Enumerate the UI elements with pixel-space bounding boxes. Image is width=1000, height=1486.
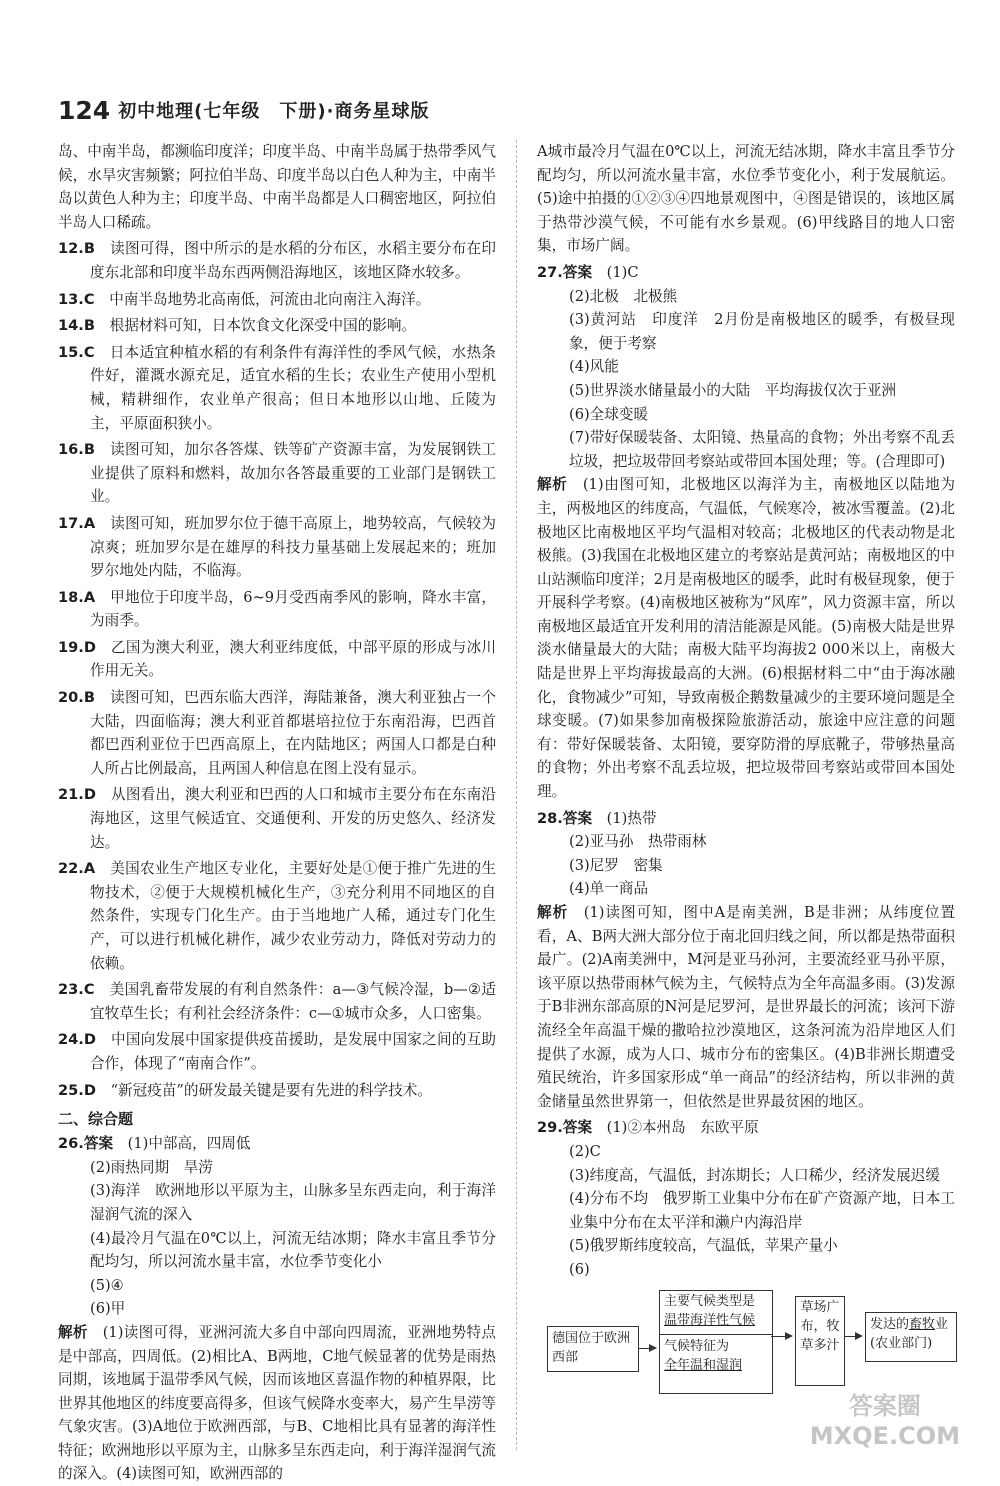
q29-answer-line [537, 1116, 955, 1140]
answer-text: 读图可得，图中所示的是水稻的分布区，水稻主要分布在印度东北部和印度半岛东西两侧沿海地区，该地区降水较多。 [90, 240, 496, 281]
answer-text: “新冠疫苗”的研发最关键是要有先进的科学技术。 [110, 1081, 432, 1099]
answer-item [58, 1079, 496, 1103]
answer-number: 19.D [58, 638, 96, 656]
answer-text: 乙国为澳大利亚，澳大利亚纬度低，中部平原的形成与冰川作用无关。 [90, 638, 496, 680]
analysis-label: 解析 [537, 904, 569, 921]
column-divider [516, 140, 517, 1450]
answer-number: 12.B [58, 240, 95, 258]
q29-a5: (5)俄罗斯纬度较高，气温低，苹果产量小 [569, 1237, 838, 1255]
industry-note: (农业部门) [870, 1335, 933, 1351]
answer-text: 中南半岛地势北高南低，河流由北向南注入海洋。 [109, 290, 431, 308]
climate-type-answer: 温带海洋性气候 [664, 1312, 756, 1328]
section-title: 二、综合题 [58, 1110, 134, 1129]
analysis-label: 解析 [537, 476, 568, 494]
book-title: 初中地理(七年级 下册)·商务星球版 [118, 101, 430, 122]
q26-a1: (1)中部高，四周低 [127, 1135, 251, 1153]
right-column [537, 140, 955, 1401]
page-header [58, 92, 429, 128]
answer-text: 读图可知，巴西东临大西洋，海陆兼备，澳大利亚独占一个大陆，四面临海；澳大利亚首都堪培拉位于东南沿海，巴西首都巴西利亚位于巴西高原上，在内陆地区；两国人口都是白种人所占比例最高，且两国人种信息在图上没有显示。 [90, 689, 496, 777]
watermark-logo [810, 1391, 960, 1451]
answer-text: 日本适宜种植水稻的有利条件有海洋性的季风气候，水热条件好，灌溉水源充足，适宜水稻的生长；农业生产使用小型机械，精耕细作，农业单产很高；但日本地形以山地、丘陵为主，平原面积狭小。 [90, 343, 496, 432]
climate-type-line [664, 1292, 768, 1330]
q29-a1: (1)②本州岛 东欧平原 [606, 1119, 759, 1137]
answer-text: 中国向发展中国家提供疫苗援助，是发展中国家之间的互助合作，体现了“南南合作”。 [90, 1031, 496, 1072]
q26-a2: (2)雨热同期 旱涝 [90, 1158, 213, 1176]
q27-a3: (3)黄河站 印度洋 2月份是南极地区的暖季，有极昼现象，便于考察 [569, 311, 955, 352]
climate-type-label: 主要气候类型是 [664, 1293, 756, 1309]
answer-text: 读图可知，加尔各答煤、铁等矿产资源丰富，为发展钢铁工业提供了原料和燃料，故加尔各答最重要的工业部门是钢铁工业。 [90, 441, 496, 506]
answer-item [58, 438, 496, 509]
industry-suffix: 业 [935, 1316, 949, 1332]
answer-number: 17.A [58, 514, 96, 532]
answer-item [58, 1028, 496, 1075]
answer-item [58, 288, 496, 312]
q27-answer-line [537, 261, 955, 285]
answer-text: 根据材料可知，日本饮食文化深受中国的影响。 [109, 317, 417, 335]
answer-text: 美国乳畜带发展的有利自然条件：a—③气候冷湿，b—②适宜牧草生长；有利社会经济条件：c—①城市众多，人口密集。 [90, 981, 496, 1022]
box-divider [660, 1334, 772, 1335]
q27-a5: (5)世界淡水储量最小的大陆 平均海拔仅次于亚洲 [569, 381, 897, 399]
continued-text: 岛、中南半岛，都濒临印度洋；印度半岛、中南半岛属于热带季风气候，水旱灾害频繁；阿拉伯半岛、印度半岛以白色人种为主，中南半岛以黄色人种为主；印度半岛、中南半岛都是人口稠密地区，阿拉伯半岛人口稀疏。 [58, 143, 496, 231]
page-number: 124 [58, 95, 111, 125]
q26-analysis [58, 1321, 496, 1486]
q29-label: 29.答案 [537, 1119, 593, 1137]
q29-a6: (6) [569, 1260, 590, 1278]
answer-number: 14.B [58, 317, 95, 335]
answer-item [58, 586, 496, 633]
q27-label: 27.答案 [537, 263, 593, 281]
q28-a2: (2)亚马孙 热带雨林 [569, 833, 707, 851]
q26-label: 26.答案 [58, 1135, 114, 1153]
answer-item [58, 636, 496, 683]
flow-box-climate [659, 1290, 773, 1394]
answer-text: 美国农业生产地区专业化，主要好处是①便于推广先进的生物技术，②便于大规模机械化生产，③充分利用不同地区的自然条件，实现专门化生产。由于当地地广人稀，通过专门化生产，可以进行机械化耕作，减少农业劳动力，降低对劳动力的依赖。 [90, 860, 496, 972]
analysis-text: (1)读图可知，图中A是南美洲，B是非洲；从纬度位置看，A、B两大洲大部分位于南北回归线之间，所以都是热带面积最广。(2)A南美洲中，M河是亚马孙河，主要流经亚马孙平原，该平原以热带雨林气候为主，气候特点为全年高温多雨。(3)发源于B非洲东部高原的N河是尼罗河，是世界最长的河流；该河下游流经全年高温干燥的撒哈拉沙漠地区，这条河流为沿岸地区人们提供了水源，成为人口、城市分布的密集区。(4)B非洲长期遭受殖民统治，许多国家形成“单一商品”的经济结构，所以非洲的黄金储量虽然世界第一，但依然是世界最贫困的地区。 [537, 904, 955, 1110]
flow-box-location: 德国位于欧洲西部 [547, 1326, 639, 1372]
q28-a4: (4)单一商品 [569, 880, 649, 898]
q27-a2: (2)北极 北极熊 [569, 287, 678, 305]
q28-answer-line [537, 807, 955, 831]
flow-diagram [537, 1286, 955, 1401]
answer-number: 20.B [58, 689, 95, 707]
q29-a3: (3)纬度高，气温低，封冻期长；人口稀少，经济发展迟缓 [569, 1166, 940, 1184]
q28-label: 28.答案 [537, 809, 593, 827]
analysis-text: (1)读图可得，亚洲河流大多自中部向四周流，亚洲地势特点是中部高，四周低。(2)相比A、B两地，C地气候显著的优势是雨热同期，该地属于温带季风气候，因而该地区喜温作物的种植界限，比世界其他地区的纬度要高得多，但该气候降水变率大，易产生旱涝等气象灾害。(3)A地位于欧洲西部，与B、C地相比具有显著的海洋性特征；欧洲地形以平原为主，山脉多呈东西走向，利于海洋湿润气流的深入。(4)读图可知，欧洲西部的 [58, 1323, 496, 1483]
q28-a3: (3)尼罗 密集 [569, 856, 663, 874]
industry-prefix: 发达的 [870, 1316, 910, 1332]
q26-a3: (3)海洋 欧洲地形以平原为主，山脉多呈东西走向，利于海洋湿润气流的深入 [90, 1182, 496, 1223]
answer-number: 25.D [58, 1081, 96, 1099]
answer-number: 24.D [58, 1031, 96, 1049]
q27-a1: (1)C [606, 263, 639, 281]
q26-a5: (5)④ [90, 1276, 124, 1294]
answer-item [58, 857, 496, 975]
flow-arrow [845, 1336, 861, 1337]
flow-arrow [639, 1348, 655, 1349]
continued-text: A城市最冷月气温在0℃以上，河流无结冰期，降水丰富且季节分配均匀，所以河流水量丰富，水位季节变化小，利于发展航运。(5)途中拍摄的①②③④四地景观图中，④图是错误的，该地区属于热带沙漠气候，不可能有水乡景观。(6)甲线路目的地人口密集，市场广阔。 [537, 143, 955, 255]
answer-number: 15.C [58, 343, 95, 361]
watermark-line1: 答案圈 [848, 1392, 921, 1420]
q29-a2: (2)C [569, 1142, 601, 1160]
q26-answer-line [58, 1132, 496, 1156]
answer-item [58, 686, 496, 780]
q29-a4: (4)分布不均 俄罗斯工业集中分布在矿产资源产地，日本工业集中分布在太平洋和濑户内海沿岸 [569, 1190, 955, 1231]
analysis-label: 解析 [58, 1323, 88, 1341]
q27-a7: (7)带好保暖装备、太阳镜、热量高的食物；外出考察不乱丢垃圾，把垃圾带回考察站或带回本国处理；等。(合理即可) [569, 429, 955, 470]
answer-item [58, 783, 496, 854]
answer-number: 13.C [58, 290, 95, 308]
q28-a1: (1)热带 [606, 809, 657, 827]
answer-text: 读图可知，班加罗尔位于德干高原上，地势较高，气候较为凉爽；班加罗尔是在雄厚的科技力量基础上发展起来的；班加罗尔地处内陆，不临海。 [90, 514, 496, 580]
answer-number: 21.D [58, 786, 96, 804]
answer-text: 从图看出，澳大利亚和巴西的人口和城市主要分布在东南沿海地区，这里气候适宜、交通便利、开发的历史悠久、经济发达。 [90, 786, 496, 851]
climate-feature-label: 气候特征为 [664, 1338, 730, 1354]
flow-box-industry [865, 1312, 957, 1362]
industry-answer: 畜牧 [909, 1316, 936, 1332]
answer-text: 甲地位于印度半岛，6~9月受西南季风的影响，降水丰富，为雨季。 [90, 588, 496, 630]
flow-box-pasture: 草场广布，牧草多汁 [795, 1296, 845, 1386]
flow-arrow [771, 1336, 791, 1337]
climate-feature-answer: 全年温和湿润 [664, 1357, 743, 1373]
answer-item [58, 341, 496, 435]
q27-analysis [537, 473, 955, 803]
watermark-line2: MXQE.COM [809, 1422, 960, 1450]
climate-feature-line [664, 1337, 768, 1375]
answer-item [58, 978, 496, 1025]
answer-item [58, 237, 496, 284]
q27-a4: (4)风能 [569, 358, 619, 376]
answer-number: 22.A [58, 860, 96, 878]
answer-number: 18.A [58, 588, 96, 606]
answer-item [58, 314, 496, 338]
q28-analysis [537, 901, 955, 1113]
answer-item [58, 512, 496, 583]
q27-a6: (6)全球变暖 [569, 405, 649, 423]
left-column [58, 140, 496, 1486]
q26-a6: (6)甲 [90, 1300, 126, 1318]
q26-a4: (4)最冷月气温在0℃以上，河流无结冰期；降水丰富且季节分配均匀，所以河流水量丰富，水位季节变化小 [90, 1229, 496, 1271]
analysis-text: (1)由图可知，北极地区以海洋为主，南极地区以陆地为主，两极地区的纬度高，气温低，气候寒冷，被冰雪覆盖。(2)北极地区比南极地区平均气温相对较高；北极地区的代表动物是北极熊。(3)我国在北极地区建立的考察站是黄河站；南极地区的中山站濒临印度洋；2月是南极地区的暖季，此时有极昼现象，便于开展科学考察。(4)南极地区被称为“风库”，风力资源丰富，所以南极地区最适宜开发利用的清洁能源是风能。(5)南极大陆是世界淡水储量最大的大陆；南极大陆平均海拔2 000米以上，南极大陆是世界上平均海拔最高的大洲。(6)根据材料二中“由于海冰融化，食物减少”可知，导致南极企鹅数量减少的主要环境问题是全球变暖。(7)如果参加南极探险旅游活动，旅途中应注意的问题有：带好保暖装备、太阳镜，要穿防滑的厚底靴子，带够热量高的食物；外出考察不乱丢垃圾，把垃圾带回考察站或带回本国处理。 [537, 476, 955, 801]
answer-number: 23.C [58, 981, 95, 999]
answer-number: 16.B [58, 441, 95, 459]
